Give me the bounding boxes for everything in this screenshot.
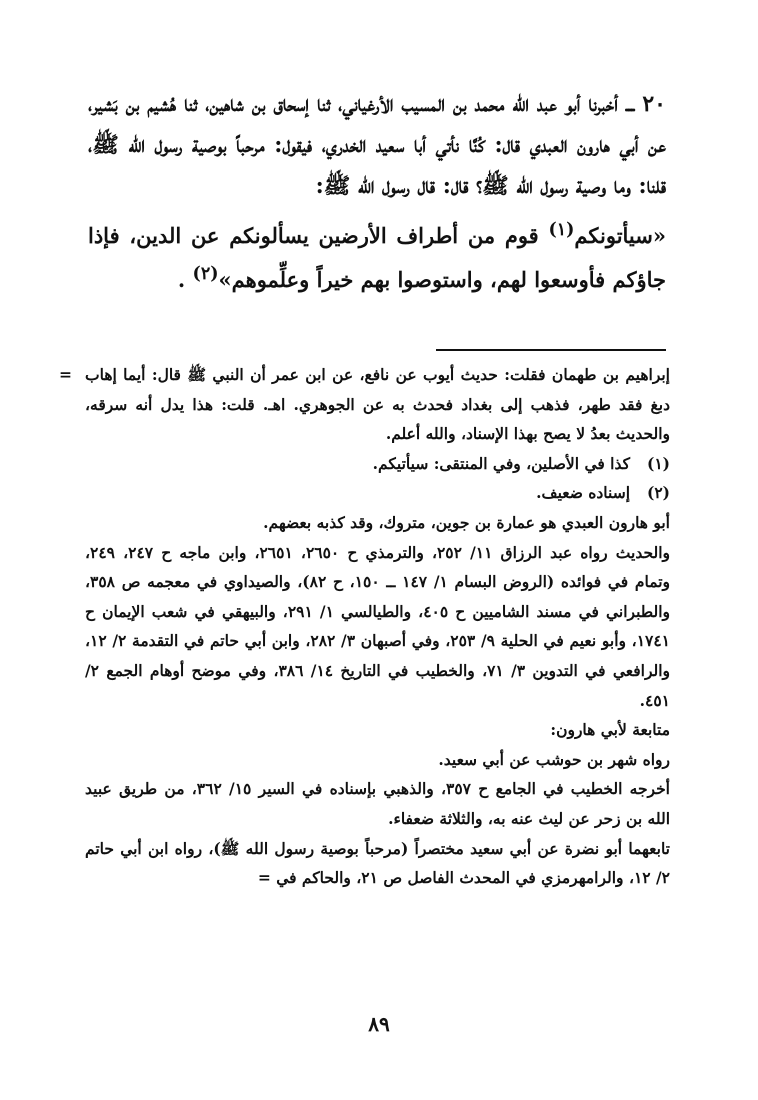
- footnote-2-heading: متابعة لأبي هارون:: [550, 720, 670, 740]
- hadith-part-1: «سيأتونكم: [574, 223, 666, 248]
- footnote-2-para-4: رواه شهر بن حوشب عن أبي سعيد.: [438, 749, 670, 769]
- footnote-2-para-1: أبو هارون العبدي هو عمارة بن جوين، متروك، وقد كذبه بعضهم.: [263, 512, 670, 532]
- footnote-1-text: كذا في الأصلين، وفي المنتقى: سيأتيكم.: [372, 453, 630, 473]
- footnote-2-para-2: والحديث رواه عبد الرزاق ١١/ ٢٥٢، والترمذي ح ٢٦٥٠، ٢٦٥١، وابن ماجه ح ٢٤٧، ٢٤٩، وتمام في فوائده (الروض البسام ١/ ١٤٧ ــ ١٥٠، ح ٨٢)، والصيداوي في معجمه ص ٣٥٨، والطبراني في مسند الشاميين ح ٤٠٥، والطيالسي ١/ ٢٩١، والبيهقي في شعب الإيمان ح ١٧٤١، وأبو نعيم في الحلية ٩/ ٢٥٣، وفي أصبهان ٣/ ٢٨٢، وابن أبي حاتم في التقدمة ٢/ ١٢، والرافعي في التدوين ٣/ ٧١، والخطيب في التاريخ ١٤/ ٣٨٦، وفي موضح أوهام الجمع ٢/ ٤٥١.: [85, 542, 671, 710]
- hadith-narration: [88, 84, 666, 207]
- footnote-2-text: إسناده ضعيف.: [536, 483, 630, 503]
- continuation-mark: =: [59, 365, 72, 384]
- number-dash: ـــ: [626, 91, 635, 117]
- page-number: ٨٩: [368, 1012, 390, 1036]
- footnote-2-para-5: أخرجه الخطيب في الجامع ح ٣٥٧، والذهبي بإسناده في السير ١٥/ ٣٦٢، من طريق عبيد الله بن زحر عن ليث عنه به، والثلاثة ضعفاء.: [85, 779, 670, 828]
- hadith-end: .: [177, 267, 193, 292]
- footnote-1-number: (١): [646, 453, 670, 473]
- main-text: [88, 84, 666, 299]
- hadith-text: [88, 211, 666, 299]
- hadith-part-2: قوم من أطراف الأرضين يسألونكم عن الدين، فإذا جاؤكم فأوسعوا لهم، واستوصوا بهم خيراً وعلِّموهم»: [88, 223, 666, 292]
- footnote-continuation: [59, 360, 670, 449]
- continuation-text: إبراهيم بن طهمان فقلت: حديث أيوب عن نافع، عن ابن عمر أن النبي ﷺ قال: أيما إهاب دبغ فقد طهر، فذهب إلى بغداد فحدث به عن الجوهري. اهـ. قلت: هذا يدل أنه سرقه، والحديث بعدُ لا يصح بهذا الإسناد، والله أعلم.: [85, 365, 670, 444]
- footnote-ref-2: (٢): [192, 264, 219, 284]
- footnote-2: [85, 478, 670, 508]
- footnote-2-number: (٢): [646, 483, 670, 503]
- hadith-number: ٢٠: [642, 91, 666, 117]
- footnotes: [59, 360, 671, 893]
- narration-text: أخبرنا أبو عبد الله محمد بن المسيب الأرغياني، ثنا إسحاق بن شاهين، ثنا هُشيم بن بَشير، عن أبي هارون العبدي قال: كُنَّا نأتي أبا سعيد الخدري، فيقول: مرحباً بوصية رسول الله ﷺ، قلنا: وما وصية رسول الله ﷺ؟ قال: قال رسول الله ﷺ:: [88, 91, 666, 199]
- footnote-2-para-6: تابعهما أبو نضرة عن أبي سعيد مختصراً (مرحباً بوصية رسول الله ﷺ)، رواه ابن أبي حاتم ٢/ ١٢، والرامهرمزي في المحدث الفاصل ص ٢١، والحاكم في =: [85, 838, 670, 888]
- footnote-separator: [436, 349, 666, 351]
- footnote-1: [85, 449, 670, 479]
- footnote-ref-1: (١): [548, 220, 575, 240]
